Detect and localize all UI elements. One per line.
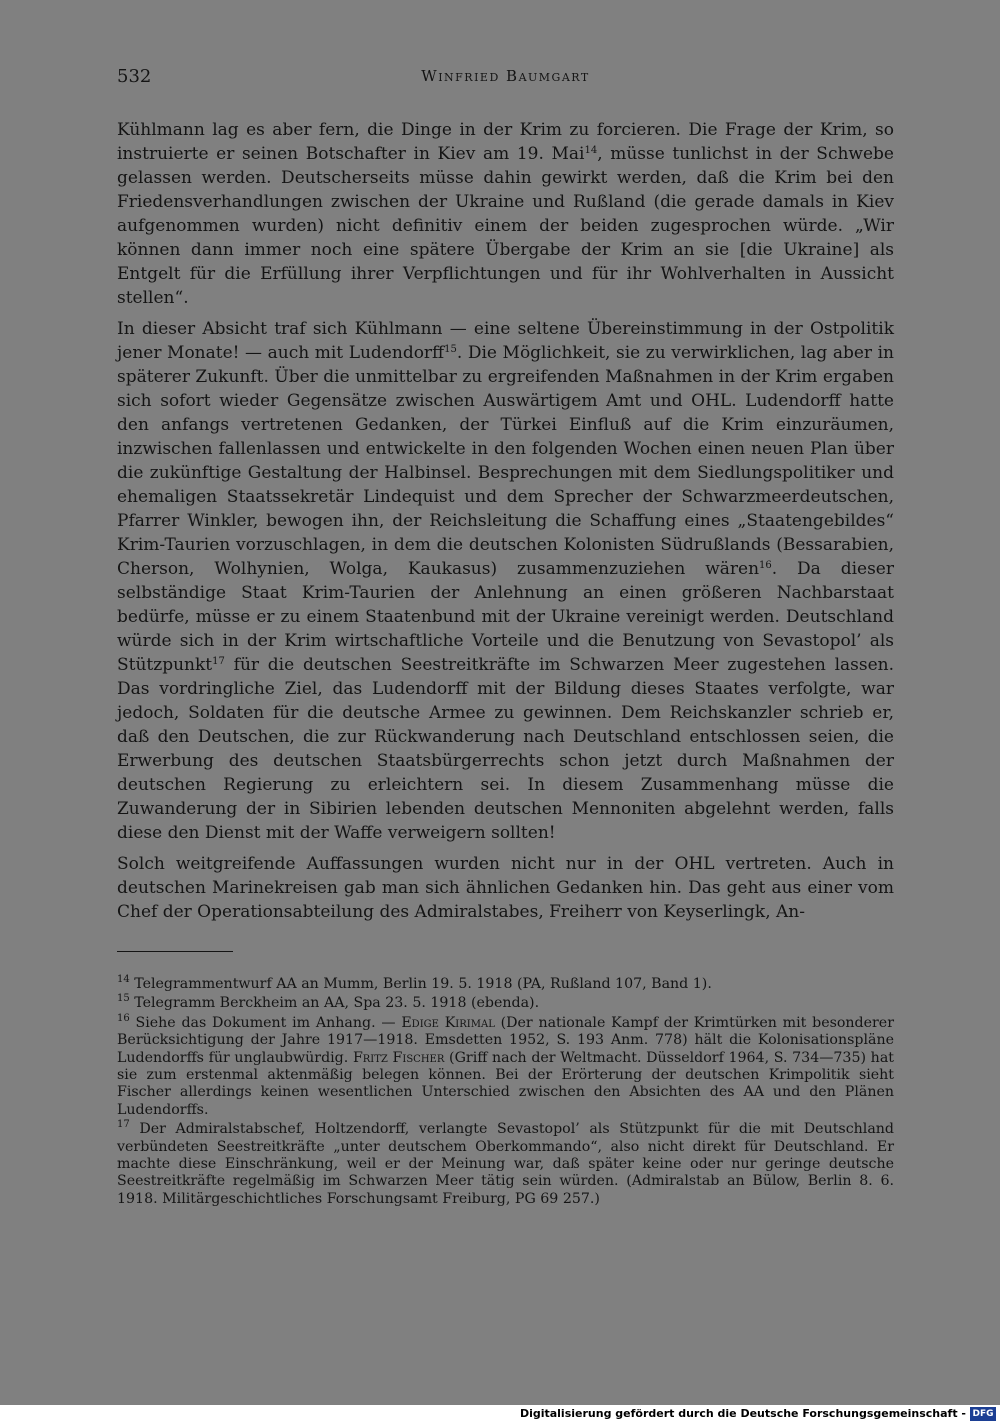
footnote-text: Telegrammentwurf AA an Mumm, Berlin 19. 5. 1918 (PA, Rußland 107, Band 1). [129, 976, 712, 992]
funding-credit: Digitalisierung gefördert durch die Deutsche Forschungsgemeinschaft - [519, 1407, 966, 1420]
running-head-author: Winfried Baumgart [421, 67, 590, 85]
footnote-text: (Griff nach der Weltmacht. Düsseldorf 1964, S. 734—735) hat sie zum erstenmal aktenmäßig belegen können. Bei der Erörterung der deutschen Krimpolitik sieht Fischer allerdings keinen wesentlichen Unterschied zwischen den Absichten des AA und den Plänen Ludendorffs. [117, 1049, 894, 1118]
footnote-ref-17[interactable]: 17 [212, 656, 225, 667]
footnote-divider [117, 951, 233, 952]
dfg-logo-icon: DFG [970, 1407, 996, 1421]
main-text [117, 118, 894, 931]
page-header [117, 66, 894, 90]
footnote-15 [117, 995, 894, 1012]
footnote-number: 14 [117, 974, 130, 985]
footnote-ref-16[interactable]: 16 [759, 560, 772, 571]
footnote-text: (Der nationale Kampf der Krimtürken mit besonderer Berücksichtigung der Jahre 1917—1918. Emsdetten 1952, S. 193 Anm. 778) hält die Kolonisationspläne Ludendorffs für unglaubwürdig. [117, 1014, 894, 1066]
cited-author: Fritz Fischer [352, 1049, 445, 1066]
paragraph-2 [117, 317, 894, 845]
footnote-number: 16 [117, 1012, 130, 1024]
paragraph-2-text-a: In dieser Absicht traf sich Kühlmann — eine seltene Übereinstimmung in der Ostpolitik jener Monate! — auch mit Ludendorff [117, 319, 894, 363]
footnote-14 [117, 976, 894, 993]
page-number: 532 [117, 66, 152, 87]
footnote-text: Siehe das Dokument im Anhang. — [129, 1014, 402, 1031]
paragraph-3: Solch weitgreifende Auffassungen wurden nicht nur in der OHL vertreten. Auch in deutschen Marinekreisen gab man sich ähnlichen Gedanken hin. Das geht aus einer vom Chef der Operationsabteilung des Admiralstabes, Freiherr von Keyserlingk, An- [117, 854, 894, 922]
paragraph-2-text-b: . Die Möglichkeit, sie zu verwirklichen, lag aber in späterer Zukunft. Über die unmittelbar zu ergreifenden Maßnahmen in der Krim ergaben sich sofort wieder Gegensätze zwischen Auswärtigem Amt und OHL. Ludendorff hatte den anfangs vertretenen Gedanken, der Türkei Einfluß auf die Krim einzuräumen, inzwischen fallenlassen und entwickelte in den folgenden Wochen einen neuen Plan über die zukünftige Gestaltung der Halbinsel. Besprechungen mit dem Siedlungspolitiker und ehemaligen Staatssekretär Lindequist und dem Sprecher der Schwarzmeerdeutschen, Pfarrer Winkler, bewogen ihn, der Reichsleitung die Schaffung eines „Staatengebildes“ Krim-Taurien vorzuschlagen, in dem die deutschen Kolonisten Südrußlands (Bessarabien, Cherson, Wolhynien, Wolga, Kaukasus) zusammenzuziehen wären [117, 343, 894, 579]
footnotes [117, 976, 894, 1208]
cited-author: Edige Kirimal [401, 1014, 495, 1031]
footnote-number: 15 [117, 993, 130, 1005]
footnote-ref-14[interactable]: 14 [584, 145, 598, 156]
footnote-16 [117, 1012, 894, 1119]
digitization-footer [0, 1405, 1000, 1423]
paragraph-1-text-a: Kühlmann lag es aber fern, die Dinge in der Krim zu forcieren. Die Frage der Krim, so instruierte er seinen Botschafter in Kiev am 19. Mai [117, 120, 894, 164]
footnote-number: 17 [117, 1119, 130, 1131]
footnote-text: Telegramm Berckheim an AA, Spa 23. 5. 1918 (ebenda). [129, 995, 540, 1012]
paragraph-2-text-c: . Da dieser selbständige Staat Krim-Taurien der Anlehnung an einen größeren Nachbarstaat bedürfe, müsse er zu einem Staatenbund mit der Ukraine vereinigt werden. Deutschland würde sich in der Krim wirtschaftliche Vorteile und die Benutzung von Sevastopol’ als Stützpunkt [117, 559, 894, 675]
footnote-17 [117, 1121, 894, 1208]
paragraph-1 [117, 118, 894, 310]
footnote-ref-15[interactable]: 15 [444, 344, 457, 355]
footnote-text: Der Admiralstabschef, Holtzendorff, verlangte Sevastopol’ als Stützpunkt für die mit Deutschland verbündeten Seestreitkräfte „unter deutschem Oberkommando“, also nicht direkt für Deutschland. Er machte diese Einschränkung, weil er der Meinung war, daß später keine oder nur geringe deutsche Seestreitkräfte regelmäßig im Schwarzen Meer tätig sein würden. (Admiralstab an Bülow, Berlin 8. 6. 1918. Militärgeschichtliches Forschungsamt Freiburg, PG 69 257.) [117, 1121, 894, 1207]
paragraph-1-text-b: , müsse tunlichst in der Schwebe gelassen werden. Deutscherseits müsse dahin gewirkt werden, daß die Krim bei den Friedensverhandlungen zwischen der Ukraine und Rußland (die gerade damals in Kiev aufgenommen wurden) nicht definitiv einem der beiden zugesprochen würde. „Wir können dann immer noch eine spätere Übergabe der Krim an sie [die Ukraine] als Entgelt für die Erfüllung ihrer Verpflichtungen und für ihr Wohlverhalten in Aussicht stellen“. [117, 144, 894, 308]
paragraph-2-text-d: für die deutschen Seestreitkräfte im Schwarzen Meer zugestehen lassen. Das vordringliche Ziel, das Ludendorff mit der Bildung dieses Staates verfolgte, war jedoch, Soldaten für die deutsche Armee zu gewinnen. Dem Reichskanzler schrieb er, daß den Deutschen, die zur Rückwanderung nach Deutschland entschlossen seien, die Erwerbung des deutschen Staatsbürgerrechts schon jetzt durch Maßnahmen der deutschen Regierung zu erleichtern sei. In diesem Zusammenhang müsse die Zuwanderung der in Sibirien lebenden deutschen Mennoniten abgelehnt werden, falls diese den Dienst mit der Waffe verweigern sollten! [117, 655, 894, 843]
